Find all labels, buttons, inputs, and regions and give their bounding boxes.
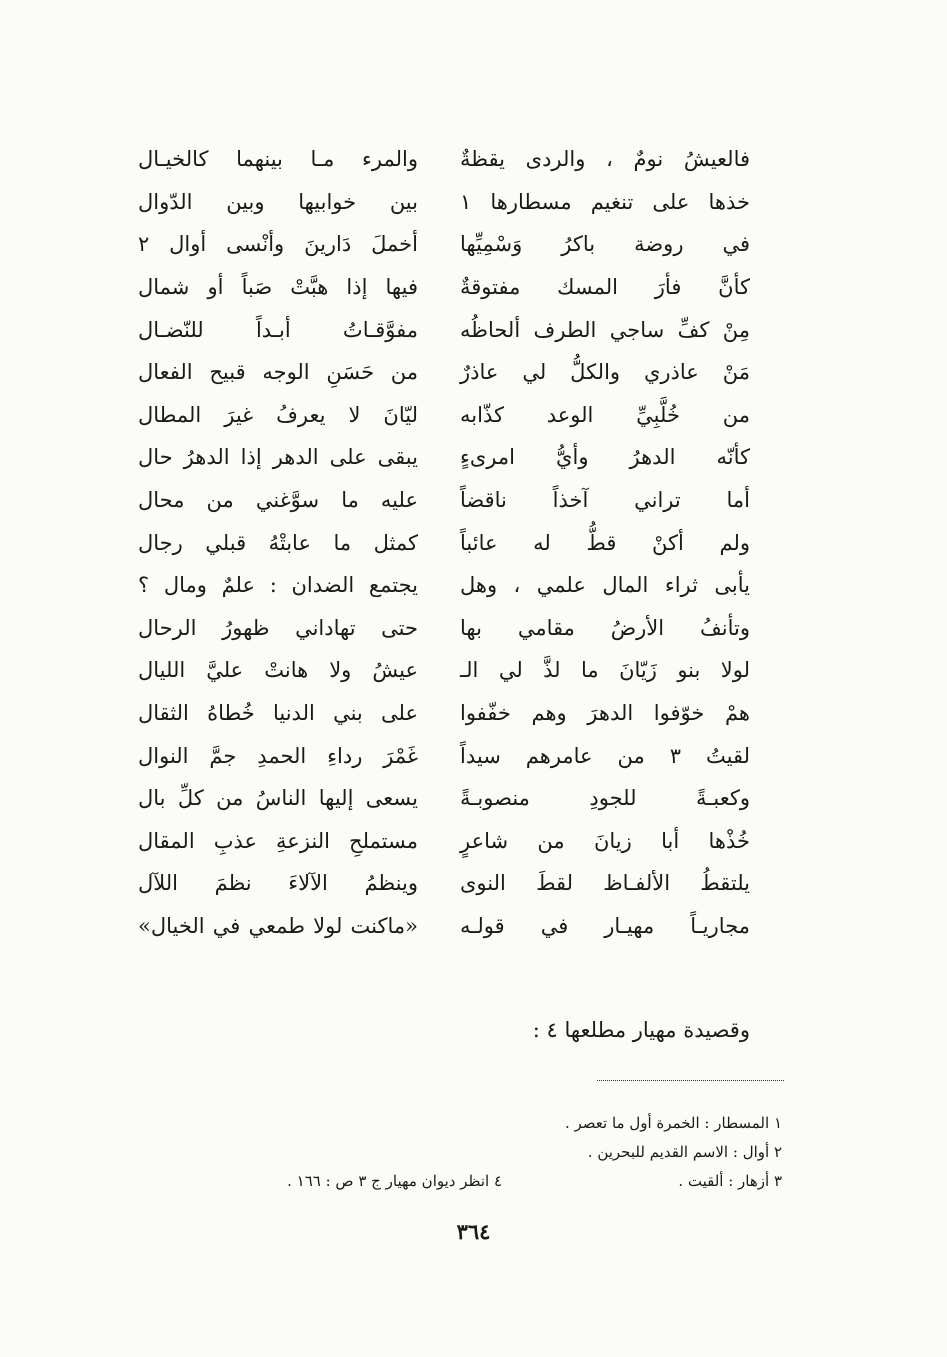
footnote-4: ٤ انظر ديوان مهيار ج ٣ ص : ١٦٦ . xyxy=(287,1171,502,1190)
verse-first-hemistich: مجاريـاً مهيـار في قولـه xyxy=(460,913,750,938)
verse-first-hemistich: خُذْها أبا زيانَ من شاعرٍ xyxy=(460,828,750,853)
verse-first-hemistich: خذها على تنغيم مسطارها ١ xyxy=(460,189,750,214)
verse-row xyxy=(138,479,750,522)
verse-row xyxy=(138,181,750,224)
verse-row xyxy=(138,521,750,564)
verse-second-hemistich: يجتمع الضدان : علمٌ ومال ؟ xyxy=(138,573,418,598)
verse-row xyxy=(138,351,750,394)
verse-first-hemistich: أما تراني آخذاً ناقضاً xyxy=(460,488,750,513)
verse-first-hemistich: فالعيشُ نومٌ ، والردى يقظةٌ xyxy=(460,147,750,172)
footnote-row xyxy=(182,1108,782,1137)
verse-second-hemistich: فيها إذا هبَّتْ صَباً أو شمال xyxy=(138,275,418,300)
verse-second-hemistich: مفوَّقـاتُ أبـداً للنّضـال xyxy=(138,317,418,342)
verse-second-hemistich: حتى تهاداني ظهورُ الرحال xyxy=(138,615,418,640)
footnote-1: ١ المسطار : الخمرة أول ما تعصر . xyxy=(564,1113,782,1132)
verse-first-hemistich: مِنْ كفِّ ساجي الطرف ألحاظُه xyxy=(460,317,750,342)
verse-second-hemistich: من حَسَنِ الوجه قبيح الفعال xyxy=(138,360,418,385)
verse-second-hemistich: أخملَ دَارينَ وأنْسى أوال ٢ xyxy=(138,232,418,257)
verse-row xyxy=(138,734,750,777)
footnote-2: ٢ أوال : الاسم القديم للبحرين . xyxy=(587,1142,782,1161)
verse-first-hemistich: في روضة باكرُ وَسْمِيِّها xyxy=(460,232,750,257)
verse-row xyxy=(138,777,750,820)
verse-first-hemistich: همْ خوّفوا الدهرَ وهم خفّفوا xyxy=(460,701,750,726)
verse-row xyxy=(138,436,750,479)
verse-first-hemistich: كأنّه الدهرُ وأيُّ امرىءٍ xyxy=(460,445,750,470)
verse-row xyxy=(138,607,750,650)
footnote-3: ٣ أزهار : ألقيت . xyxy=(678,1171,782,1190)
verse-first-hemistich: مَنْ عاذري والكلُّ لي عاذرٌ xyxy=(460,360,750,385)
verse-second-hemistich: كمثل ما عابتْهُ قبلي رجال xyxy=(138,530,418,555)
verse-first-hemistich: لولا بنو زَيّانَ ما لذَّ لي الـ xyxy=(460,658,750,683)
verse-first-hemistich: ولم أكنْ قطُّ له عائباً xyxy=(460,530,750,555)
footnote-row xyxy=(182,1166,782,1195)
footnote-row xyxy=(182,1137,782,1166)
poem-intro-line: وقصيدة مهيار مطلعها ٤ : xyxy=(532,1018,750,1042)
verse-second-hemistich: غَمْرَ رداءِ الحمدِ جمَّ النوال xyxy=(138,743,418,768)
verse-second-hemistich: يسعى إليها الناسُ من كلِّ بال xyxy=(138,786,418,811)
verse-second-hemistich: والمرء مـا بينهما كالخيـال xyxy=(138,147,418,172)
verse-row xyxy=(138,649,750,692)
verse-row xyxy=(138,905,750,948)
verse-row xyxy=(138,138,750,181)
verse-first-hemistich: وتأنفُ الأرضُ مقامي بها xyxy=(460,615,750,640)
verse-second-hemistich: ليّانَ لا يعرفُ غيرَ المطال xyxy=(138,402,418,427)
verse-second-hemistich: يبقى على الدهر إذا الدهرُ حال xyxy=(138,445,418,470)
verse-first-hemistich: يأبى ثراء المال علمي ، وهل xyxy=(460,573,750,598)
verse-second-hemistich: عليه ما سوَّغني من محال xyxy=(138,488,418,513)
verse-row xyxy=(138,692,750,735)
verse-first-hemistich: كأنَّ فأرَ المسك مفتوقةٌ xyxy=(460,275,750,300)
verse-second-hemistich: بين خوابيها وبين الدّوال xyxy=(138,189,418,214)
verse-row xyxy=(138,862,750,905)
verse-first-hemistich: يلتقطُ الألفـاظ لقطَ النوى xyxy=(460,871,750,896)
verse-second-hemistich: «ماكنت لولا طمعي في الخيال» xyxy=(138,913,418,938)
verse-second-hemistich: وينظمُ الآلاءَ نظمَ اللآل xyxy=(138,871,418,896)
verse-row xyxy=(138,223,750,266)
page-number: ٣٦٤ xyxy=(456,1219,491,1244)
verse-first-hemistich: من خُلَّبِيِّ الوعد كذّابه xyxy=(460,402,750,427)
verse-first-hemistich: لقيتُ ٣ من عامرهم سيداً xyxy=(460,743,750,768)
verse-row xyxy=(138,820,750,863)
verse-first-hemistich: وكعبـةً للجودِ منصوبـةً xyxy=(460,786,750,811)
verse-second-hemistich: على بني الدنيا خُطاهُ الثقال xyxy=(138,701,418,726)
verse-row xyxy=(138,564,750,607)
footnote-separator xyxy=(597,1080,784,1081)
footnotes xyxy=(182,1108,782,1195)
poem-verses xyxy=(138,138,750,947)
verse-row xyxy=(138,308,750,351)
verse-row xyxy=(138,394,750,437)
verse-second-hemistich: عيشُ ولا هانتْ عليَّ الليال xyxy=(138,658,418,683)
verse-row xyxy=(138,266,750,309)
verse-second-hemistich: مستملحِ النزعةِ عذبِ المقال xyxy=(138,828,418,853)
